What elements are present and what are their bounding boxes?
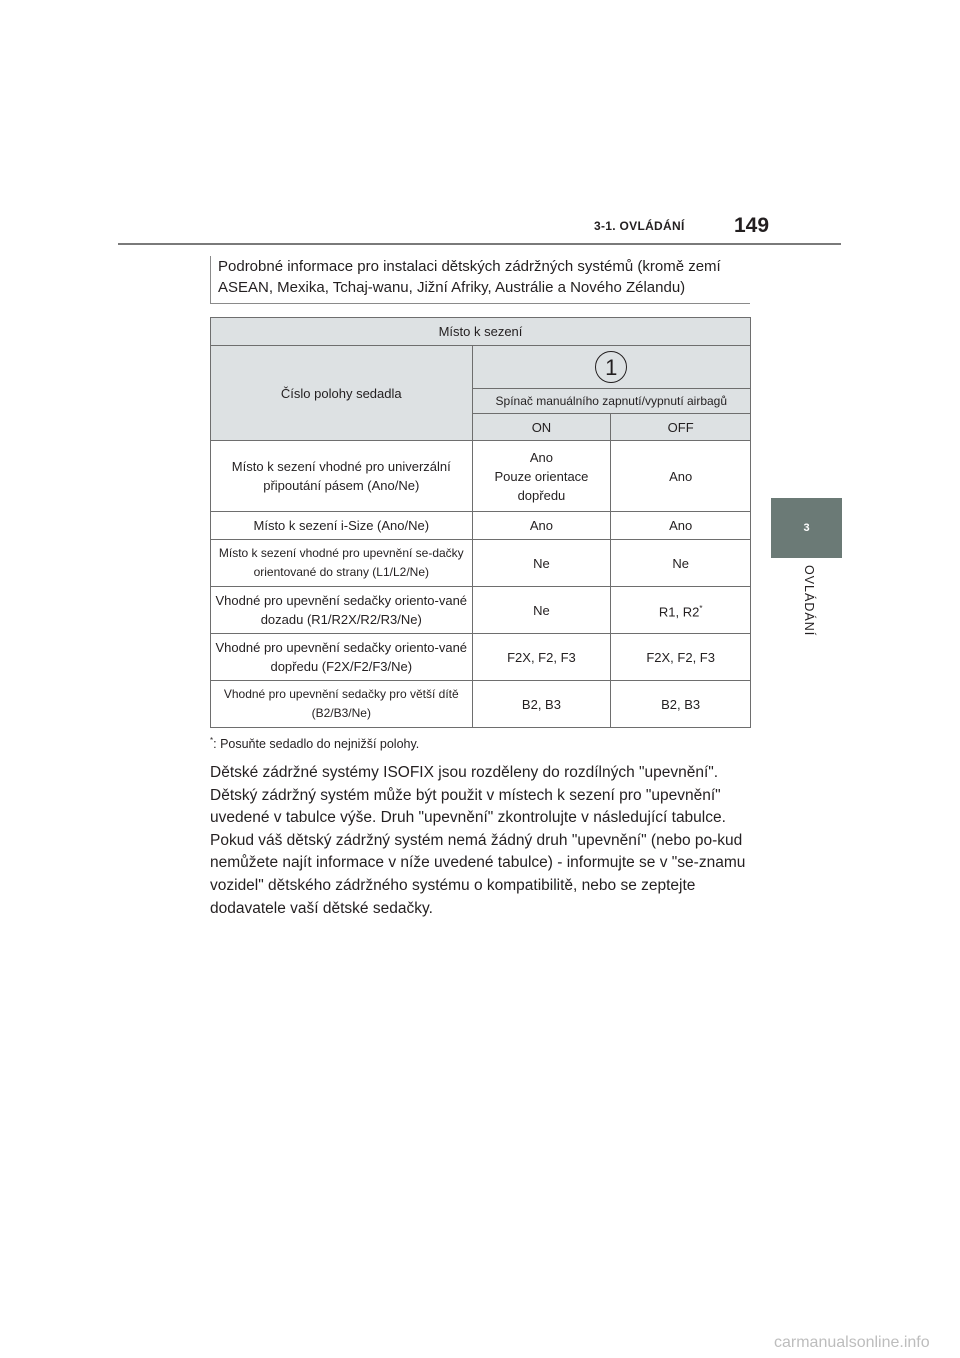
row-off-value: Ano <box>611 441 751 512</box>
chapter-tab <box>771 498 842 558</box>
table-header-row <box>211 318 751 346</box>
row-on-value: Ano <box>472 512 611 540</box>
table-row <box>211 512 751 540</box>
seating-title: Místo k sezení <box>211 318 751 346</box>
body-paragraph: Dětské zádržné systémy ISOFIX jsou rozděleny do rozdílných "upevnění". Dětský zádržný systém může být použit v místech k sezení pro "upevnění" uvedené v tabulce výše. Druh "upevnění" zkontrolujte v následující tabulce. Pokud váš dětský zádržný systém nemá žádný druh "upevnění" (nebo po-kud nemůžete najít informace v níže uvedené tabulce) - informujte se v "se-znamu vozidel" dětského zádržného systému o kompatibilitě, nebo se zeptejte dodavatele vaší dětské sedačky. <box>210 764 746 917</box>
row-label: Vhodné pro upevnění sedačky oriento-vané dopředu (F2X/F2/F3/Ne) <box>211 634 473 681</box>
footnote <box>210 736 419 751</box>
table-row <box>211 540 751 587</box>
seat-position-number: 1 <box>595 351 627 383</box>
airbag-switch-label: Spínač manuálního zapnutí/vypnutí airbagů <box>472 389 750 414</box>
off-header: OFF <box>611 414 751 441</box>
table-row <box>211 681 751 728</box>
table-row <box>211 587 751 634</box>
seat-table <box>210 317 751 728</box>
page-number: 149 <box>734 214 770 237</box>
position-label: Číslo polohy sedadla <box>211 346 473 441</box>
row-off-value: Ne <box>611 540 751 587</box>
intro-note: Podrobné informace pro instalaci dětských zádržných systémů (kromě zemí ASEAN, Mexika, Tchaj-wanu, Jižní Afriky, Austrálie a Nového Zélandu) <box>210 256 750 304</box>
row-on-value: Ano <box>529 449 553 465</box>
row-on-note: Pouze orientace dopředu <box>494 468 589 503</box>
row-on-value: Ne <box>472 587 611 634</box>
row-label: Místo k sezení vhodné pro upevnění se-dačky orientované do strany (L1/L2/Ne) <box>211 540 473 587</box>
table-row <box>211 441 751 512</box>
row-on-value: F2X, F2, F3 <box>472 634 611 681</box>
table-row <box>211 634 751 681</box>
footnote-text: : Posuňte sedadlo do nejnižší polohy. <box>213 737 420 752</box>
row-off-value: Ano <box>611 512 751 540</box>
footnote-mark: * <box>210 736 214 745</box>
row-off-value: R1, R2 <box>658 604 700 620</box>
row-label: Vhodné pro upevnění sedačky oriento-vané dozadu (R1/R2X/R2/R3/Ne) <box>211 587 473 634</box>
row-off-value: F2X, F2, F3 <box>611 634 751 681</box>
chapter-side-label: OVLÁDÁNÍ <box>802 565 816 637</box>
row-label: Místo k sezení vhodné pro univerzální připoutání pásem (Ano/Ne) <box>211 441 473 512</box>
footnote-marker: * <box>699 603 703 613</box>
row-label: Vhodné pro upevnění sedačky pro větší dítě (B2/B3/Ne) <box>211 681 473 728</box>
chapter-number: 3 <box>803 522 810 534</box>
section-title: 3-1. OVLÁDÁNÍ <box>594 219 685 233</box>
row-on-value: Ne <box>472 540 611 587</box>
header-rule <box>118 243 841 245</box>
row-off-value: B2, B3 <box>611 681 751 728</box>
on-header: ON <box>472 414 611 441</box>
row-label: Místo k sezení i-Size (Ano/Ne) <box>211 512 473 540</box>
watermark: carmanualsonline.info <box>774 1334 930 1351</box>
row-on-value: B2, B3 <box>472 681 611 728</box>
